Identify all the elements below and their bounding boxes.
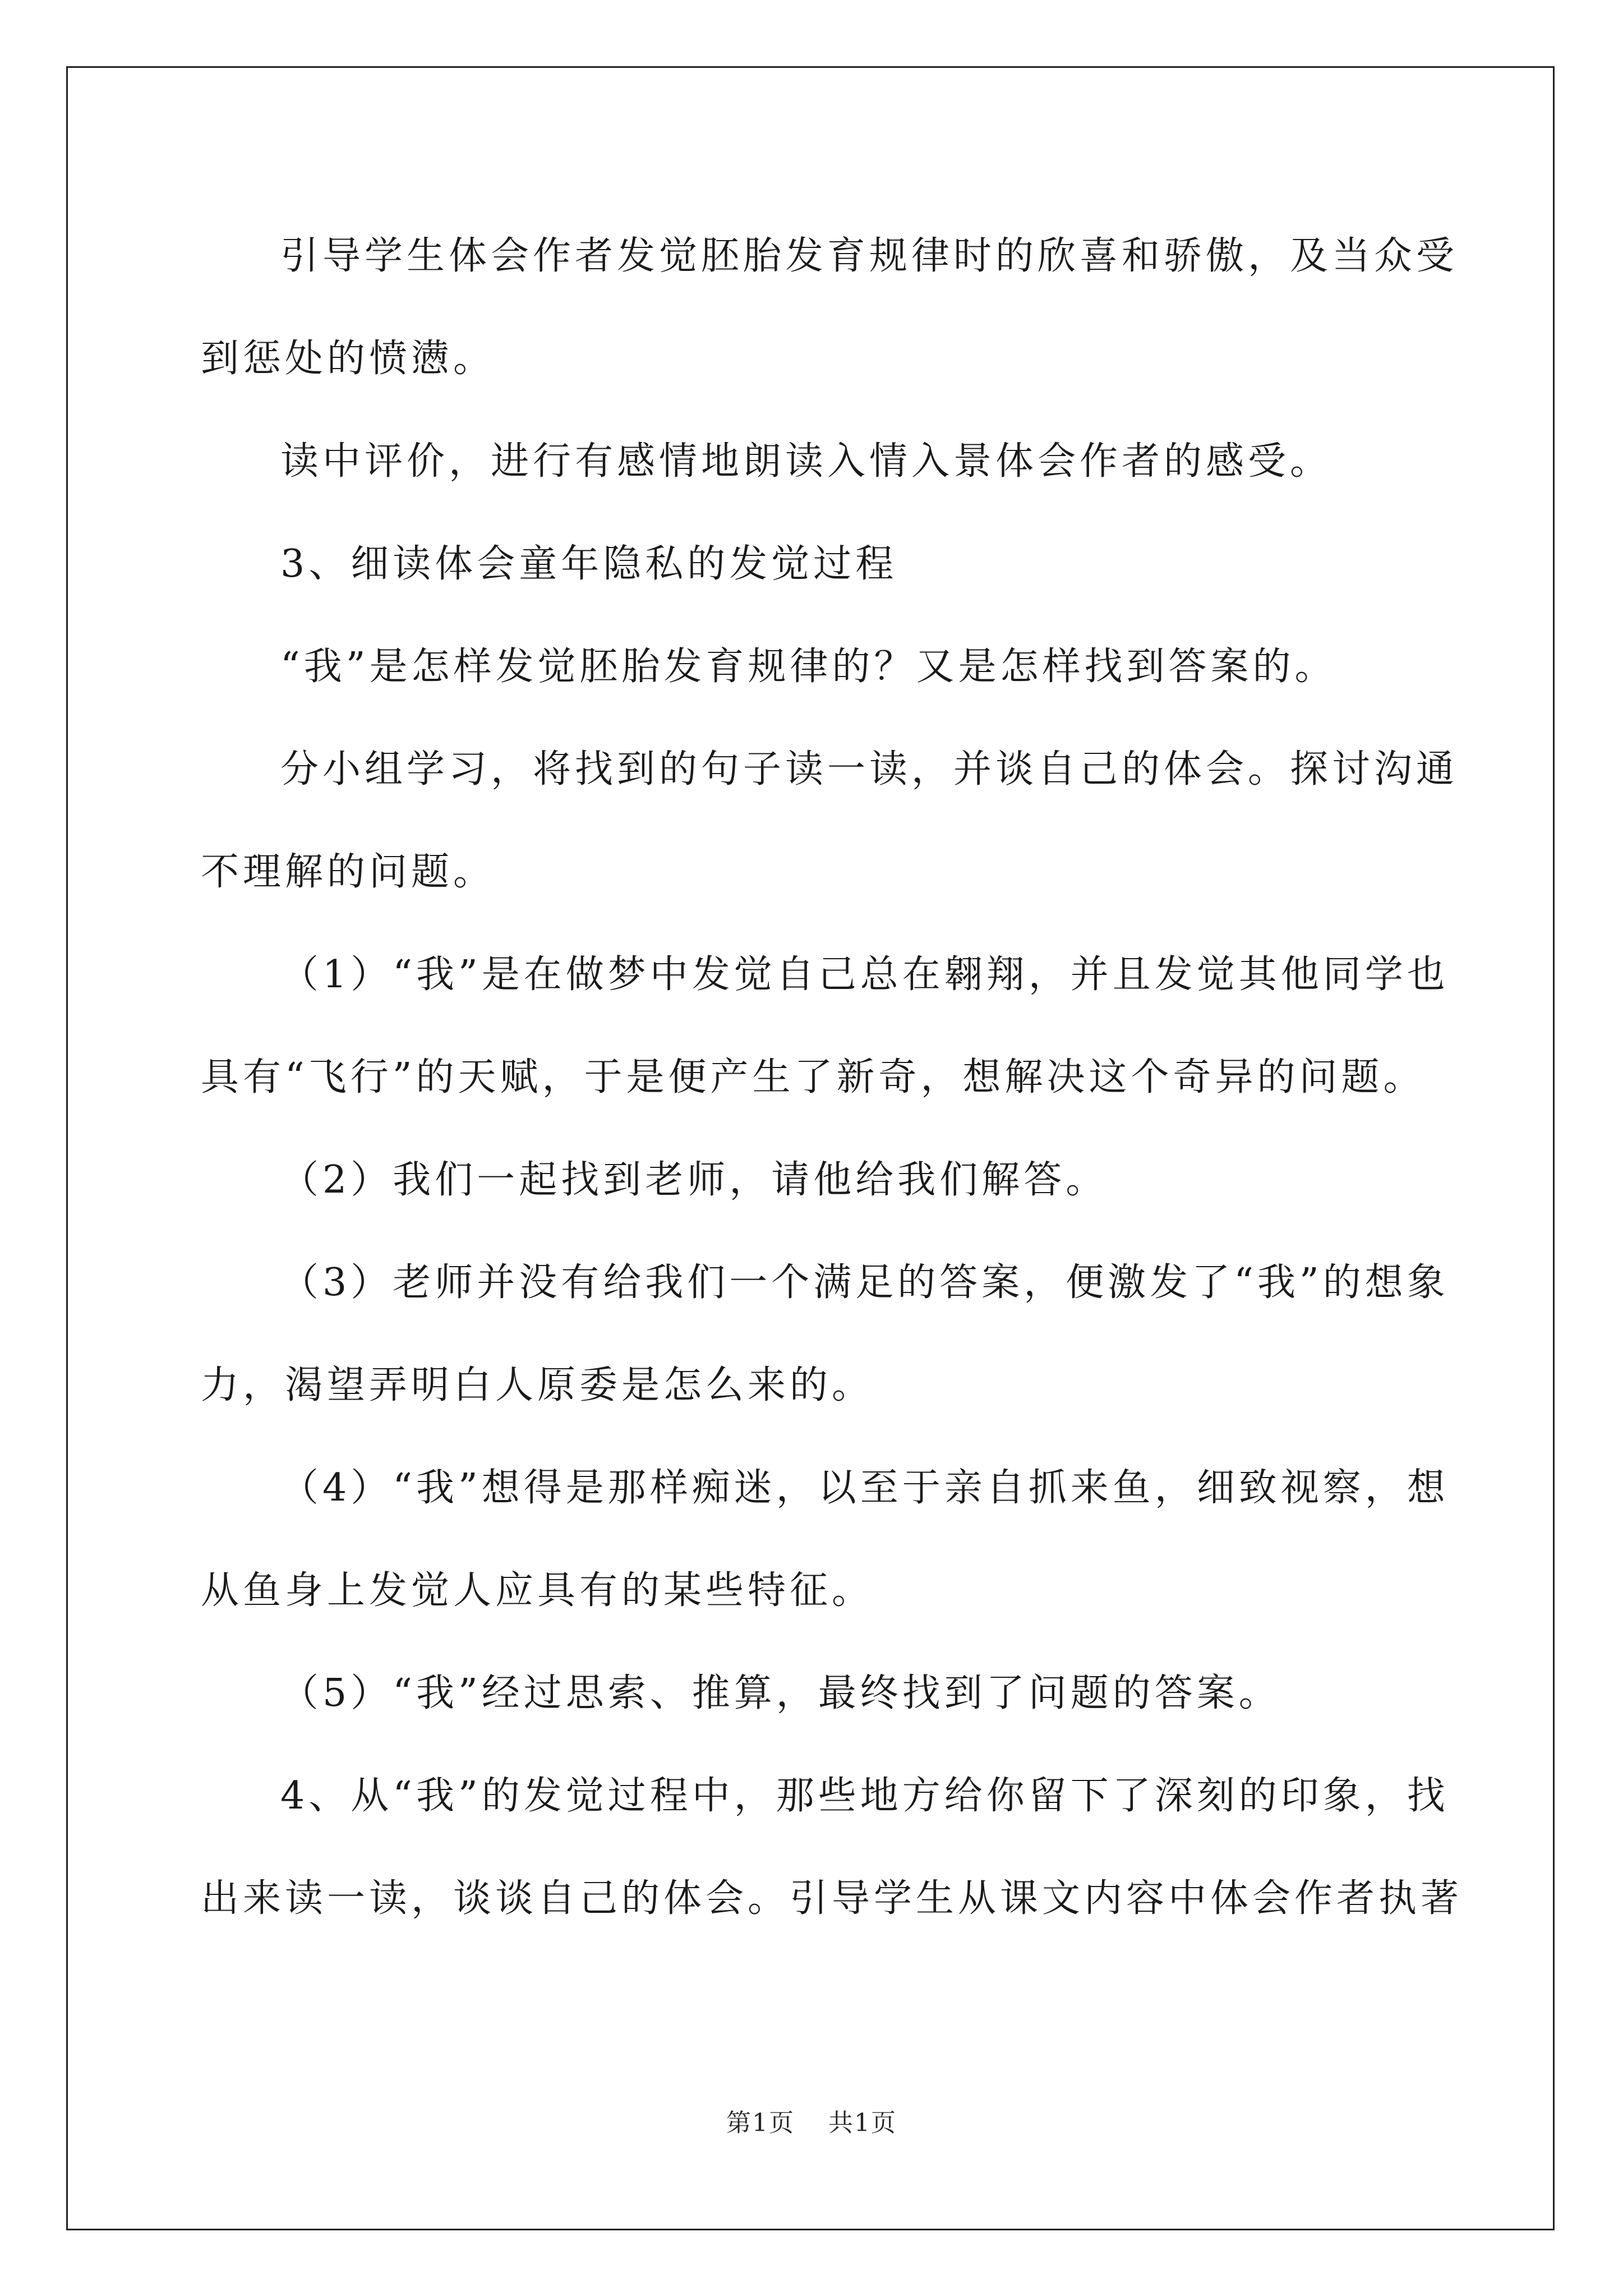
list-item-continuation: 从鱼身上发觉人应具有的某些特征。: [201, 1568, 874, 1613]
paragraph-line: 读中评价，进行有感情地朗读入情入景体会作者的感受。: [280, 439, 1332, 484]
document-body: [201, 205, 1463, 1950]
list-item-continuation: 具有“飞行”的天赋，于是便产生了新奇，想解决这个奇异的问题。: [201, 1055, 1426, 1099]
page-footer: [0, 2102, 1623, 2138]
page-total: 共1页: [828, 2109, 897, 2137]
list-item: （4）“我”想得是那样痴迷，以至于亲自抓来鱼，细致视察，想: [280, 1466, 1449, 1510]
page-number: 第1页: [726, 2109, 795, 2137]
paragraph-line: “我”是怎样发觉胚胎发育规律的？又是怎样找到答案的。: [280, 645, 1337, 689]
paragraph-line: 到惩处的愤懑。: [201, 337, 496, 381]
list-item: （3）老师并没有给我们一个满足的答案，便激发了“我”的想象: [280, 1260, 1449, 1305]
list-item: （2）我们一起找到老师，请他给我们解答。: [280, 1158, 1108, 1202]
list-item: （5）“我”经过思索、推算，最终找到了问题的答案。: [280, 1671, 1281, 1715]
paragraph-line: 不理解的问题。: [201, 850, 496, 894]
section-heading: 4、从“我”的发觉过程中，那些地方给你留下了深刻的印象，找: [280, 1774, 1449, 1818]
list-item-continuation: 力，渴望弄明白人原委是怎么来的。: [201, 1363, 874, 1407]
section-heading: 3、细读体会童年隐私的发觉过程: [280, 542, 898, 586]
list-item: （1）“我”是在做梦中发觉自己总在翱翔，并且发觉其他同学也: [280, 953, 1449, 997]
paragraph-line: 分小组学习，将找到的句子读一读，并谈自己的体会。探讨沟通: [280, 747, 1459, 792]
paragraph-line: 出来读一读，谈谈自己的体会。引导学生从课文内容中体会作者执著: [201, 1876, 1463, 1921]
paragraph-line: 引导学生体会作者发觉胚胎发育规律时的欣喜和骄傲，及当众受: [280, 234, 1459, 278]
